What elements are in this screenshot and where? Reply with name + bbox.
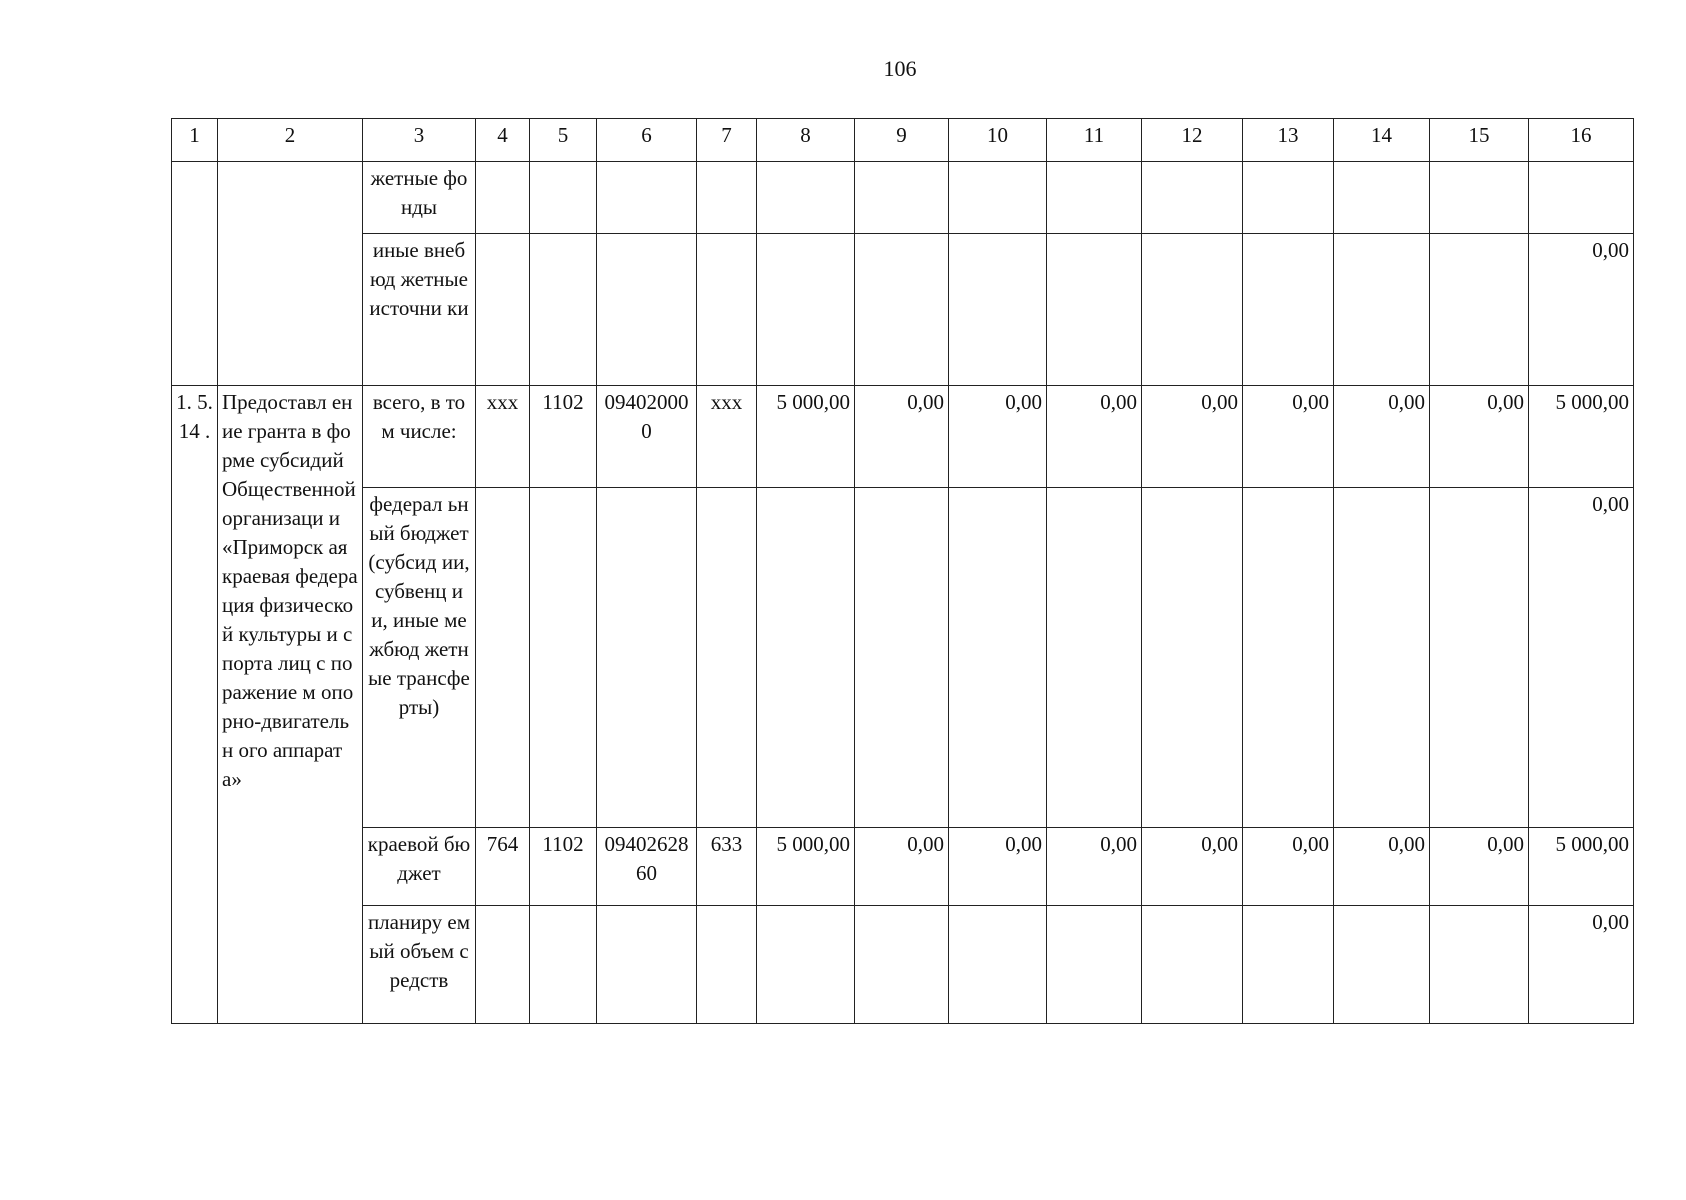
cell-empty — [597, 234, 697, 386]
value-cell: 0,00 — [1430, 828, 1529, 906]
value-cell: 0,00 — [1243, 828, 1334, 906]
cell-empty — [1243, 234, 1334, 386]
value-cell: 0,00 — [1430, 386, 1529, 488]
code-cell: 0940262860 — [597, 828, 697, 906]
cell-empty — [1047, 162, 1142, 234]
header-cell: 13 — [1243, 119, 1334, 162]
cell-empty — [949, 488, 1047, 828]
cell-empty — [757, 906, 855, 1024]
cell-empty — [855, 488, 949, 828]
value-cell: 0,00 — [1529, 234, 1634, 386]
code-cell: 1102 — [530, 386, 597, 488]
header-cell: 15 — [1430, 119, 1529, 162]
cell-empty — [757, 162, 855, 234]
cell-empty — [530, 488, 597, 828]
value-cell: 5 000,00 — [1529, 386, 1634, 488]
value-cell: 0,00 — [1047, 386, 1142, 488]
cell-empty — [1334, 488, 1430, 828]
value-cell: 0,00 — [1529, 488, 1634, 828]
cell-empty — [949, 234, 1047, 386]
value-cell: 0,00 — [1334, 386, 1430, 488]
cell-empty — [697, 488, 757, 828]
cell-empty — [1243, 162, 1334, 234]
code-cell: 1102 — [530, 828, 597, 906]
header-cell: 11 — [1047, 119, 1142, 162]
source-label: федерал ьный бюджет (субсид ии, субвенц ии, иные межбюд жетные трансфе рты) — [363, 488, 476, 828]
cell-empty — [1430, 234, 1529, 386]
item-description: Предоставл ение гранта в форме субсидий Общественной организаци и «Приморск ая краевая федерация физическо й культуры и спорта лиц с поражение м опорно-двигательн ого аппарата» — [218, 386, 363, 1024]
source-label: иные внебюд жетные источни ки — [363, 234, 476, 386]
cell-empty — [855, 162, 949, 234]
source-label: краевой бюджет — [363, 828, 476, 906]
code-cell: ххх — [476, 386, 530, 488]
cell-empty — [1243, 906, 1334, 1024]
cell-empty — [1430, 162, 1529, 234]
cell-empty — [172, 162, 218, 386]
header-cell: 16 — [1529, 119, 1634, 162]
cell-empty — [1334, 162, 1430, 234]
table-row — [172, 906, 1634, 1024]
item-number: 1. 5. 14 . — [172, 386, 218, 1024]
value-cell: 0,00 — [1142, 828, 1243, 906]
cell-empty — [1430, 906, 1529, 1024]
header-cell: 7 — [697, 119, 757, 162]
cell-empty — [476, 162, 530, 234]
code-cell: 764 — [476, 828, 530, 906]
header-cell: 3 — [363, 119, 476, 162]
source-label: всего, в том числе: — [363, 386, 476, 488]
header-cell: 14 — [1334, 119, 1430, 162]
header-cell: 6 — [597, 119, 697, 162]
cell-empty — [757, 234, 855, 386]
cell-empty — [1142, 234, 1243, 386]
cell-empty — [1334, 906, 1430, 1024]
cell-empty — [1142, 162, 1243, 234]
table-row — [172, 162, 1634, 234]
value-cell: 0,00 — [949, 828, 1047, 906]
value-cell: 0,00 — [1142, 386, 1243, 488]
table-row — [172, 488, 1634, 828]
cell-empty — [597, 162, 697, 234]
cell-empty — [697, 234, 757, 386]
cell-empty — [1142, 488, 1243, 828]
value-cell: 0,00 — [1047, 828, 1142, 906]
cell-empty — [1047, 234, 1142, 386]
cell-empty — [1430, 488, 1529, 828]
cell-empty — [855, 906, 949, 1024]
cell-empty — [530, 162, 597, 234]
cell-empty — [597, 488, 697, 828]
cell-empty — [1047, 488, 1142, 828]
page-number: 106 — [883, 56, 917, 81]
cell-empty — [218, 162, 363, 386]
value-cell: 0,00 — [1334, 828, 1430, 906]
cell-empty — [949, 906, 1047, 1024]
value-cell: 5 000,00 — [757, 828, 855, 906]
cell-empty — [597, 906, 697, 1024]
value-cell: 5 000,00 — [1529, 828, 1634, 906]
header-cell: 9 — [855, 119, 949, 162]
code-cell: 633 — [697, 828, 757, 906]
table-row — [172, 828, 1634, 906]
cell-empty — [855, 234, 949, 386]
budget-table — [171, 118, 1634, 1024]
header-cell: 12 — [1142, 119, 1243, 162]
cell-empty — [530, 906, 597, 1024]
code-cell: ххх — [697, 386, 757, 488]
cell-empty — [1243, 488, 1334, 828]
cell-empty — [1529, 162, 1634, 234]
table-row — [172, 386, 1634, 488]
cell-empty — [1142, 906, 1243, 1024]
value-cell: 5 000,00 — [757, 386, 855, 488]
value-cell: 0,00 — [855, 386, 949, 488]
cell-empty — [1334, 234, 1430, 386]
cell-empty — [476, 906, 530, 1024]
code-cell: 094020000 — [597, 386, 697, 488]
header-cell: 10 — [949, 119, 1047, 162]
value-cell: 0,00 — [1529, 906, 1634, 1024]
cell-empty — [757, 488, 855, 828]
table-row — [172, 234, 1634, 386]
value-cell: 0,00 — [855, 828, 949, 906]
cell-empty — [697, 906, 757, 1024]
source-label: планиру емый объем средств — [363, 906, 476, 1024]
value-cell: 0,00 — [949, 386, 1047, 488]
value-cell: 0,00 — [1243, 386, 1334, 488]
source-label: жетные фонды — [363, 162, 476, 234]
cell-empty — [530, 234, 597, 386]
cell-empty — [476, 488, 530, 828]
cell-empty — [1047, 906, 1142, 1024]
cell-empty — [697, 162, 757, 234]
header-row — [172, 119, 1634, 162]
header-cell: 4 — [476, 119, 530, 162]
cell-empty — [949, 162, 1047, 234]
cell-empty — [476, 234, 530, 386]
header-cell: 1 — [172, 119, 218, 162]
header-cell: 2 — [218, 119, 363, 162]
header-cell: 5 — [530, 119, 597, 162]
header-cell: 8 — [757, 119, 855, 162]
